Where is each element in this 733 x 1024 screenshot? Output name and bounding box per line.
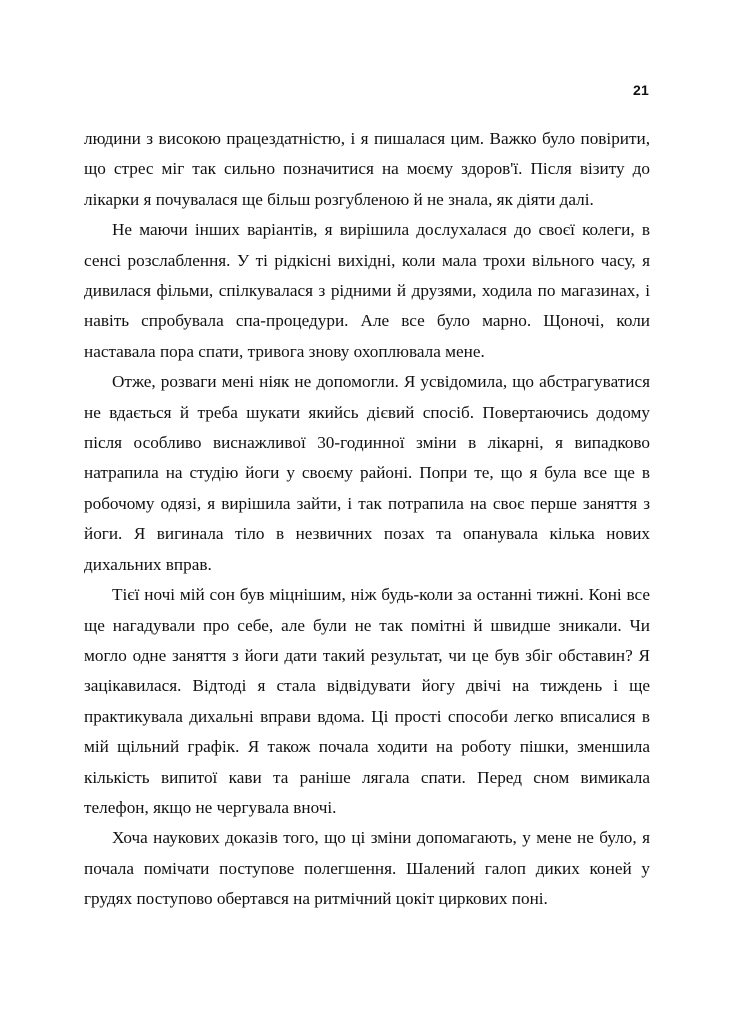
body-text <box>84 124 650 915</box>
paragraph: Не маючи інших варіантів, я вирішила дослухалася до своєї колеги, в сенсі розслаблення. У ті рідкісні вихідні, коли мала трохи вільного часу, я дивилася фільми, спілкувалася з рідними й друзями, ходила по магазинах, і навіть спробувала спа-процедури. Але все було марно. Щоночі, коли наставала пора спати, тривога знову охоплювала мене. <box>84 220 650 361</box>
page-number: 21 <box>633 82 649 98</box>
paragraph: Хоча наукових доказів того, що ці зміни допомагають, у мене не було, я почала помічати поступове полегшення. Шалений галоп диких коней у грудях поступово обертався на ритмічний цокіт циркових поні. <box>84 828 650 909</box>
paragraph: Отже, розваги мені ніяк не допомогли. Я усвідомила, що абстрагуватися не вдається й треба шукати якийсь дієвий спосіб. Повертаючись додому після особливо виснажливої 30-годинної зміни в лікарні, я випадково натрапила на студію йоги у своєму районі. Попри те, що я була все ще в робочому одязі, я вирішила зайти, і так потрапила на своє перше заняття з йоги. Я вигинала тіло в незвичних позах та опанувала кілька нових дихальних вправ. <box>84 372 650 574</box>
paragraph: Тієї ночі мій сон був міцнішим, ніж будь-коли за останні тижні. Коні все ще нагадували про себе, але були не так помітні й швидше зникали. Чи могло одне заняття з йоги дати такий результат, чи це був збіг обставин? Я зацікавилася. Відтоді я стала відвідувати йогу двічі на тиждень і ще практикувала дихальні вправи вдома. Ці прості способи легко вписалися в мій щільний графік. Я також почала ходити на роботу пішки, зменшила кількість випитої кави та раніше лягала спати. Перед сном вимикала телефон, якщо не чергувала вночі. <box>84 585 650 817</box>
paragraph: людини з високою працездатністю, і я пишалася цим. Важко було повірити, що стрес міг так сильно позначитися на моєму здоров'ї. Після візиту до лікарки я почувалася ще більш розгублeною й не знала, як діяти далі. <box>84 129 650 209</box>
